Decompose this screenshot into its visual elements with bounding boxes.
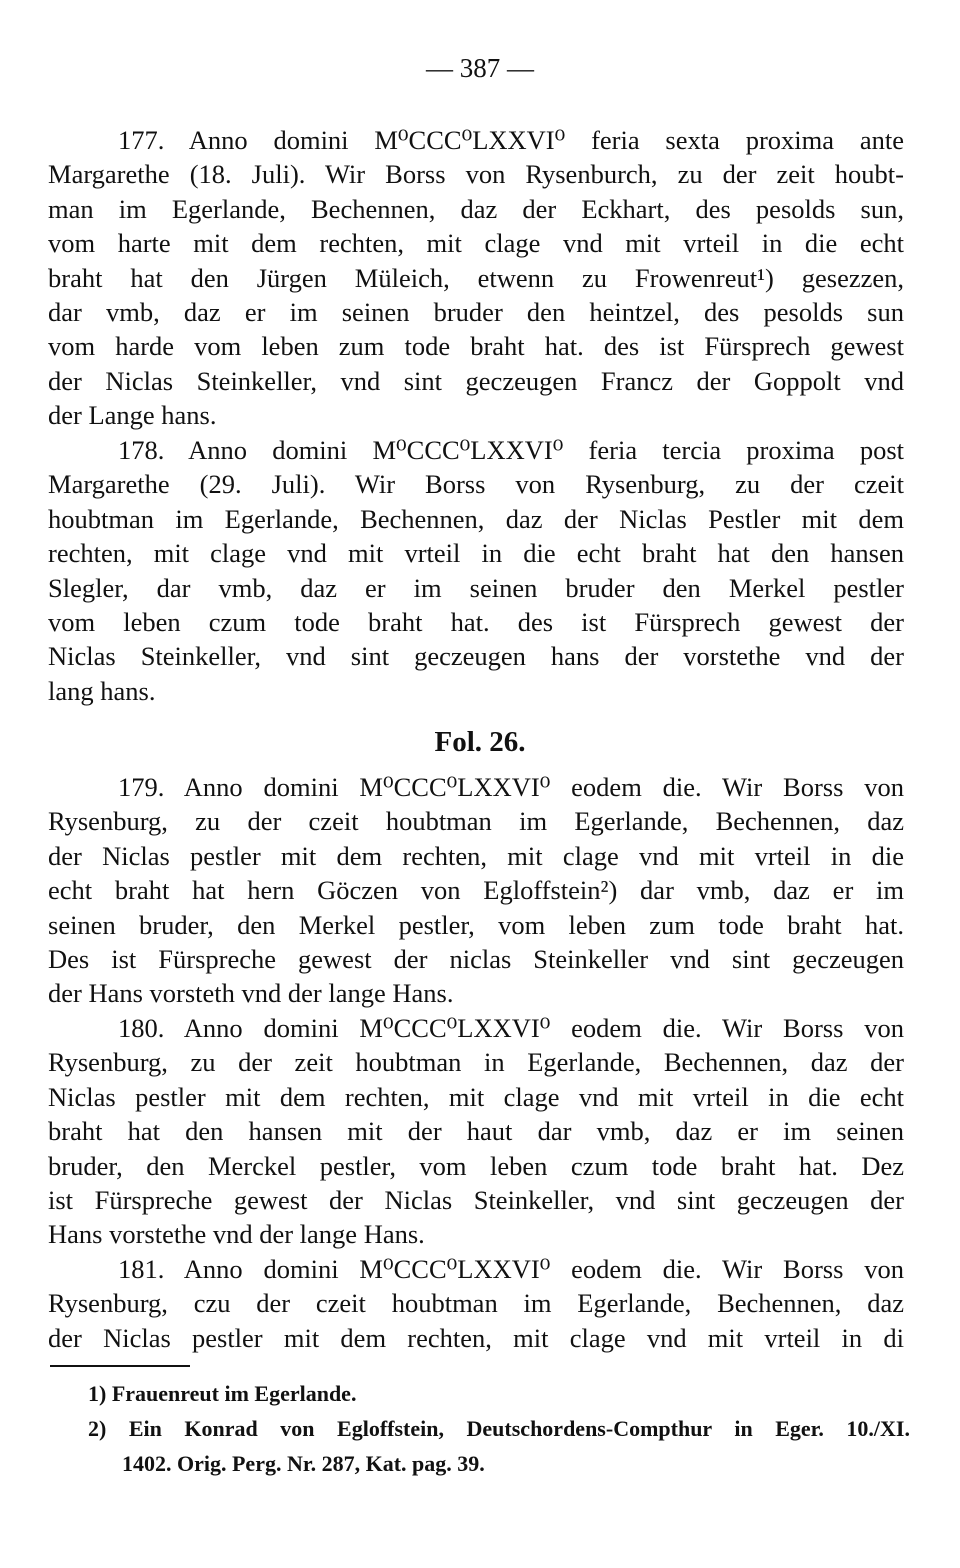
text-line: Margarethe (29. Juli). Wir Borss von Rysenburg, zu der czeit [48,469,904,500]
text-line: der Niclas pestler mit dem rechten, mit clage vnd mit vrteil in di [48,1322,904,1353]
folio-heading: Fol. 26. [434,726,526,758]
page-number: — 387 — [426,53,534,83]
entry-178 [48,433,904,708]
text-line: Rysenburg, czu der czeit houbtman im Egerlande, Bechennen, daz [48,1288,904,1319]
text-line: 179. Anno domini M⁰CCC⁰LXXVI⁰ eodem die. Wir Borss von [118,772,904,802]
text-line: dar vmb, daz er im seinen bruder den heintzel, des pesolds sun [48,296,904,327]
text-line: Margarethe (18. Juli). Wir Borss von Rysenburch, zu der zeit houbt- [48,159,904,190]
text-line: houbtman im Egerlande, Bechennen, daz der Niclas Pestler mit dem [48,503,904,534]
text-line: 178. Anno domini M⁰CCC⁰LXXVI⁰ feria tercia proxima post [118,435,904,465]
text-line: der Niclas pestler mit dem rechten, mit clage vnd mit vrteil in die [48,840,904,871]
text-line: Niclas Steinkeller, vnd sint geczeugen hans der vorstethe vnd der [48,641,904,672]
entry-181 [48,1252,904,1355]
text-line: vom harde vom leben zum tode braht hat. des ist Fürsprech gewest [48,331,904,362]
text-line: 181. Anno domini M⁰CCC⁰LXXVI⁰ eodem die. Wir Borss von [118,1254,904,1284]
footnote-1: 1) Frauenreut im Egerlande. [88,1381,357,1406]
text-line: Niclas pestler mit dem rechten, mit clage vnd mit vrteil in die echt [48,1081,904,1112]
text-line: der Niclas Steinkeller, vnd sint geczeugen Francz der Goppolt vnd [48,365,904,396]
text-line: 177. Anno domini M⁰CCC⁰LXXVI⁰ feria sexta proxima ante [118,125,904,155]
entry-179 [48,770,904,1011]
footnote-2: 2) Ein Konrad von Egloffstein, Deutschordens-Compthur in Eger. 10./XI. [88,1416,910,1441]
text-line: echt braht hat hern Göczen von Egloffstein²) dar vmb, daz er im [48,875,904,906]
text-line: 180. Anno domini M⁰CCC⁰LXXVI⁰ eodem die. Wir Borss von [118,1013,904,1043]
text-line: braht hat den Jürgen Müleich, etwenn zu Frowenreut¹) gesezzen, [48,262,904,293]
footnotes [88,1376,910,1481]
text-line: bruder, den Merckel pestler, vom leben czum tode braht hat. Dez [48,1150,904,1181]
text-line: der Lange hans. [48,400,217,431]
text-line: der Hans vorsteth vnd der lange Hans. [48,978,454,1009]
text-line: rechten, mit clage vnd mit vrteil in die echt braht hat den hansen [48,538,904,569]
text-line: vom leben czum tode braht hat. des ist Fürsprech gewest der [48,606,904,637]
text-line: Rysenburg, zu der zeit houbtman in Egerlande, Bechennen, daz der [48,1047,904,1078]
text-line: Slegler, dar vmb, daz er im seinen bruder den Merkel pestler [48,572,904,603]
text-line: man im Egerlande, Bechennen, daz der Eckhart, des pesolds sun, [48,193,904,224]
text-line: lang hans. [48,675,156,706]
footnote-2-continuation: 1402. Orig. Perg. Nr. 287, Kat. pag. 39. [122,1451,485,1476]
text-line: Hans vorstethe vnd der lange Hans. [48,1219,425,1250]
text-line: vom harte mit dem rechten, mit clage vnd mit vrteil in die echt [48,228,904,259]
footnote-divider [50,1365,190,1367]
text-line: Des ist Fürspreche gewest der niclas Steinkeller vnd sint geczeugen [48,943,904,974]
text-line: ist Fürspreche gewest der Niclas Steinkeller, vnd sint geczeugen der [48,1184,904,1215]
text-line: Rysenburg, zu der czeit houbtman im Egerlande, Bechennen, daz [48,806,904,837]
entry-177 [48,123,904,433]
text-line: braht hat den hansen mit der haut dar vmb, daz er im seinen [48,1116,904,1147]
entry-180 [48,1011,904,1252]
text-line: seinen bruder, den Merkel pestler, vom leben zum tode braht hat. [48,909,904,940]
